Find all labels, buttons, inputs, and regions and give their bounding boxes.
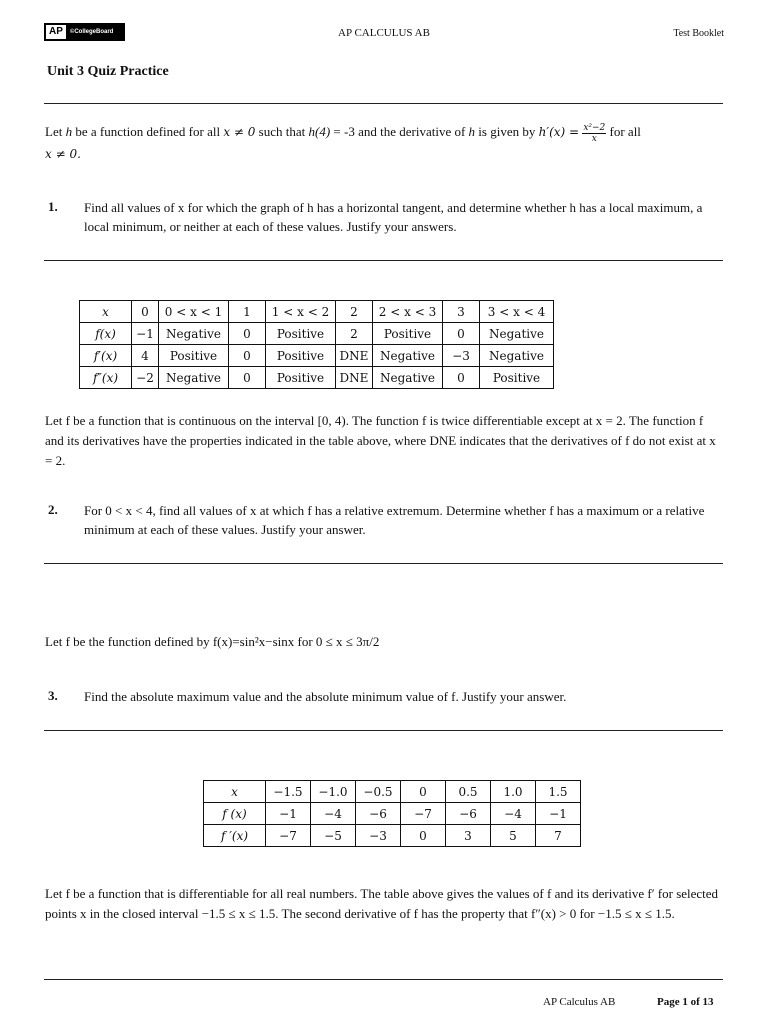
intro1-text: = -3 and the derivative of: [330, 124, 469, 139]
table-cell: 5: [491, 825, 536, 847]
fraction-numerator: x²−2: [583, 122, 606, 133]
table-row: [80, 345, 554, 367]
header-booklet-label: Test Booklet: [673, 28, 724, 39]
table-row: [204, 803, 581, 825]
table-header-cell: 0: [132, 301, 159, 323]
header-course-title: AP CALCULUS AB: [338, 27, 430, 39]
table-cell: 0: [229, 345, 266, 367]
table-cell: Positive: [159, 345, 229, 367]
table-cell: Negative: [373, 367, 443, 389]
table-header-cell: −1.0: [311, 781, 356, 803]
table-header-cell: 3: [443, 301, 480, 323]
table-header-cell: 0.5: [446, 781, 491, 803]
divider: [44, 563, 723, 564]
intro1-text: Let: [45, 124, 66, 139]
table-cell: Positive: [266, 323, 336, 345]
table-cell: 4: [132, 345, 159, 367]
table-cell: 0: [229, 323, 266, 345]
table-cell: Positive: [480, 367, 554, 389]
intro1-derivative: h′(x) =: [538, 125, 580, 139]
intro-paragraph-4: Let f be a function that is differentiable for all real numbers. The table above gives the values of f and its derivative f′ for selected points x in the closed interval −1.5 ≤ x ≤ 1.5. The second derivative of f has the property that f″(x) > 0 for −1.5 ≤ x ≤ 1.5.: [45, 886, 719, 921]
table-header-cell: 2 < x < 3: [373, 301, 443, 323]
table-cell: −4: [491, 803, 536, 825]
intro1-text: for all: [606, 124, 641, 139]
table-header-cell: 1.5: [536, 781, 581, 803]
table-cell: Negative: [480, 323, 554, 345]
table-cell: −3: [443, 345, 480, 367]
table-row: [204, 825, 581, 847]
table-cell: 0: [229, 367, 266, 389]
table-cell: −7: [266, 825, 311, 847]
table-cell: −2: [132, 367, 159, 389]
divider: [44, 979, 723, 980]
table-header-cell: 0 < x < 1: [159, 301, 229, 323]
footer-course-name: AP Calculus AB: [543, 996, 616, 1008]
intro-paragraph-1: [45, 122, 725, 164]
table-cell: Negative: [159, 367, 229, 389]
table-cell: 3: [446, 825, 491, 847]
table-cell: 0: [443, 323, 480, 345]
intro-paragraph-3: Let f be the function defined by f(x)=sin²x−sinx for 0 ≤ x ≤ 3π/2: [45, 634, 380, 649]
table-header-cell: 2: [336, 301, 373, 323]
question-1-number: 1.: [48, 199, 58, 214]
table-header-cell: −1.5: [266, 781, 311, 803]
divider: [44, 730, 723, 731]
table-row: [80, 323, 554, 345]
table-cell: Positive: [266, 345, 336, 367]
table-row: [80, 367, 554, 389]
table-cell: f ′(x): [204, 825, 266, 847]
intro1-condition-line2: x ≠ 0.: [45, 146, 81, 161]
intro1-var-h: h: [468, 124, 476, 139]
table-header-cell: x: [80, 301, 132, 323]
table-cell: Negative: [159, 323, 229, 345]
table-header-cell: 1.0: [491, 781, 536, 803]
table-header-cell: x: [204, 781, 266, 803]
table-cell: −7: [401, 803, 446, 825]
page-title: Unit 3 Quiz Practice: [47, 64, 169, 79]
divider: [44, 260, 723, 261]
intro1-var-h: h: [65, 124, 73, 139]
table-cell: −4: [311, 803, 356, 825]
question-2-text: For 0 < x < 4, find all values of x at which f has a relative extremum. Determine whether f has a maximum or a relative minimum at each of these values. Justify your answer.: [84, 503, 705, 537]
ap-logo-text: AP: [46, 25, 66, 39]
table-header-cell: 1: [229, 301, 266, 323]
table-cell: −1: [536, 803, 581, 825]
intro1-h4: h(4): [308, 124, 331, 139]
table-header-cell: 0: [401, 781, 446, 803]
fraction-denominator: x: [591, 133, 597, 144]
intro1-text: be a function defined for all: [72, 124, 224, 139]
question-3-text: Find the absolute maximum value and the absolute minimum value of f. Justify your answer.: [84, 689, 567, 704]
table-cell: −6: [446, 803, 491, 825]
intro1-text: is given by: [475, 124, 539, 139]
table-cell: 2: [336, 323, 373, 345]
table-header-cell: 3 < x < 4: [480, 301, 554, 323]
table-cell: Positive: [266, 367, 336, 389]
table-header-row: [204, 781, 581, 803]
function-properties-table: [79, 300, 554, 389]
table-cell: −6: [356, 803, 401, 825]
table-cell: −3: [356, 825, 401, 847]
intro1-condition: x ≠ 0: [223, 125, 256, 139]
divider: [44, 103, 723, 104]
question-3-number: 3.: [48, 688, 58, 703]
table-cell: f(x): [80, 323, 132, 345]
table-header-row: [80, 301, 554, 323]
table-header-cell: 1 < x < 2: [266, 301, 336, 323]
table-cell: Negative: [480, 345, 554, 367]
table-cell: f′(x): [80, 345, 132, 367]
question-2-number: 2.: [48, 502, 58, 517]
table-header-cell: −0.5: [356, 781, 401, 803]
table-cell: f″(x): [80, 367, 132, 389]
table-cell: −5: [311, 825, 356, 847]
footer-page-number: Page 1 of 13: [657, 996, 714, 1008]
question-1-text: Find all values of x for which the graph of h has a horizontal tangent, and determine whether h has a local maximum, a local minimum, or neither at each of these values. Justify your answers.: [84, 200, 703, 234]
intro1-text: such that: [255, 124, 309, 139]
table-cell: f (x): [204, 803, 266, 825]
college-board-logo-text: ©CollegeBoard: [69, 29, 114, 35]
table-cell: DNE: [336, 367, 373, 389]
table-cell: 7: [536, 825, 581, 847]
table-cell: Negative: [373, 345, 443, 367]
table-cell: 0: [401, 825, 446, 847]
table-cell: −1: [132, 323, 159, 345]
function-values-table: [203, 780, 581, 847]
table-cell: Positive: [373, 323, 443, 345]
table-cell: DNE: [336, 345, 373, 367]
intro-paragraph-2: Let f be a function that is continuous on the interval [0, 4). The function f is twice differentiable except at x = 2. The function f and its derivatives have the properties indicated in the table above, where DNE indicates that the derivatives of f do not exist at x = 2.: [45, 413, 716, 468]
derivative-fraction: [582, 123, 606, 144]
table-cell: −1: [266, 803, 311, 825]
table-cell: 0: [443, 367, 480, 389]
